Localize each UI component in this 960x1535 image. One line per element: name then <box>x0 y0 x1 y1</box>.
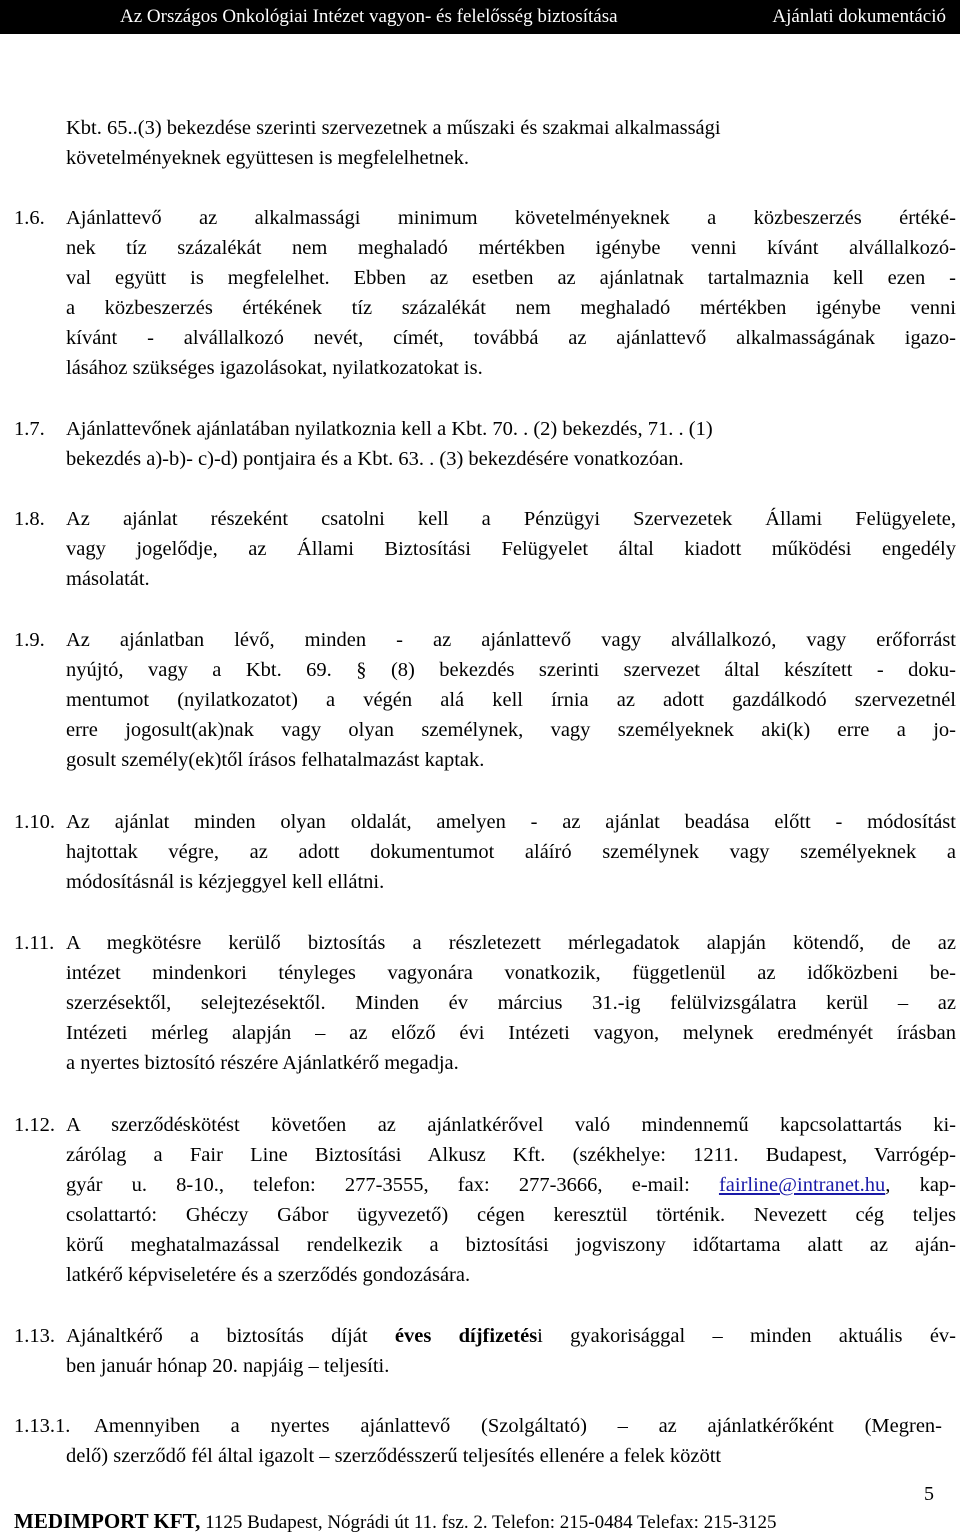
text-line: mentumot (nyilatkozatot) a végén alá kell írnia az adott gazdálkodó szervezetnél <box>66 689 956 711</box>
text-line: Amennyiben a nyertes ajánlattevő (Szolgáltató) – az ajánlatkérőként (Megren- <box>94 1415 942 1437</box>
header-document-title: Az Országos Onkológiai Intézet vagyon- és felelősség biztosítása <box>120 6 618 27</box>
text-line: lásához szükséges igazolásokat, nyilatkozatokat is. <box>66 357 483 379</box>
intro-paragraph <box>66 113 956 173</box>
paragraph-1-6 <box>14 203 956 383</box>
text-line: Kbt. 65..(3) bekezdése szerinti szervezetnek a műszaki és szakmai alkalmassági <box>66 117 721 139</box>
text-line: módosításnál is kézjeggyel kell ellátni. <box>66 871 385 893</box>
text-line: követelményeknek együttesen is megfelelhetnek. <box>66 147 470 169</box>
text-line: másolatát. <box>66 568 150 590</box>
text-line: Az ajánlat részeként csatolni kell a Pénzügyi Szervezetek Állami Felügyelete, <box>66 508 956 530</box>
page-header <box>0 0 960 34</box>
text-line: Az ajánlat minden olyan oldalát, amelyen - az ajánlat beadása előtt - módosítást <box>66 811 956 833</box>
paragraph-number: 1.7. <box>14 418 45 440</box>
text-line <box>66 1170 956 1200</box>
text-line: körű meghatalmazással rendelkezik a biztosítási jogviszony időtartama alatt az aján- <box>66 1234 956 1256</box>
paragraph-1-13-1 <box>14 1411 942 1471</box>
text-line: a nyertes biztosító részére Ajánlatkérő megadja. <box>66 1052 459 1074</box>
footer-address: 1125 Budapest, Nógrádi út 11. fsz. 2. Telefon: 215-0484 Telefax: 215-3125 <box>205 1512 777 1533</box>
text-line: A megkötésre kerülő biztosítás a részletezett mérlegadatok alapján kötendő, de az <box>66 932 956 954</box>
page-footer <box>14 1509 777 1534</box>
paragraph-1-10 <box>14 807 956 897</box>
text-line: erre jogosult(ak)nak vagy olyan személynek, vagy személyeknek aki(k) erre a jo- <box>66 719 956 741</box>
footer-company: MEDIMPORT KFT, <box>14 1509 201 1533</box>
text-line: Ajánlattevő az alkalmassági minimum követelményeknek a közbeszerzés értéké- <box>66 207 956 229</box>
text-line: csolattartó: Ghéczy Gábor ügyvezető) cégen keresztül történik. Nevezett cég teljes <box>66 1204 956 1226</box>
text-line: hajtottak végre, az adott dokumentumot aláíró személynek vagy személyeknek a <box>66 841 956 863</box>
text-line: latkérő képviseletére és a szerződés gondozására. <box>66 1264 471 1286</box>
text-line: zárólag a Fair Line Biztosítási Alkusz Kft. (székhelye: 1211. Budapest, Varrógép- <box>66 1144 956 1166</box>
text-span: i gyakorisággal – minden aktuális év- <box>537 1325 956 1347</box>
text-line: Az ajánlatban lévő, minden - az ajánlattevő vagy alvállalkozó, vagy erőforrást <box>66 629 956 651</box>
text-line: Ajánlattevőnek ajánlatában nyilatkoznia kell a Kbt. 70. . (2) bekezdés, 71. . (1) <box>66 418 713 440</box>
paragraph-number: 1.9. <box>14 629 45 651</box>
text-line: delő) szerződő fél által igazolt – szerződésszerű teljesítés ellenére a felek között <box>66 1445 722 1467</box>
paragraph-1-9 <box>14 625 956 775</box>
text-line <box>66 1321 956 1351</box>
text-line: Intézeti mérleg alapján – az előző évi Intézeti vagyon, melynek eredményét írásban <box>66 1022 956 1044</box>
text-span: gyár u. 8-10., telefon: 277-3555, fax: 277-3666, e-mail: <box>66 1174 690 1196</box>
text-line: vagy jogelődje, az Állami Biztosítási Felügyelet által kiadott működési engedély <box>66 538 956 560</box>
text-line: gosult személy(ek)től írásos felhatalmazást kaptak. <box>66 749 485 771</box>
header-section-title: Ajánlati dokumentáció <box>772 6 946 27</box>
text-line: val együtt is megfelelhet. Ebben az esetben az ajánlatnak tartalmaznia kell ezen - <box>66 267 956 289</box>
paragraph-number: 1.6. <box>14 207 45 229</box>
text-line: szerzésektől, selejtezésektől. Minden év március 31.-ig felülvizsgálatra kerül – az <box>66 992 956 1014</box>
page-number: 5 <box>924 1483 934 1505</box>
paragraph-1-12 <box>14 1110 956 1290</box>
paragraph-1-8 <box>14 504 956 594</box>
paragraph-number: 1.13.1. <box>14 1415 71 1437</box>
text-line: a közbeszerzés értékének tíz százalékát nem meghaladó mértékben igénybe venni <box>66 297 956 319</box>
text-line: kívánt - alvállalkozó nevét, címét, továbbá az ajánlattevő alkalmasságának igazo- <box>66 327 956 349</box>
paragraph-number: 1.10. <box>14 811 55 833</box>
paragraph-1-7 <box>14 414 956 474</box>
text-line: nek tíz százalékát nem meghaladó mértékben igénybe venni kívánt alvállalkozó- <box>66 237 956 259</box>
text-line: A szerződéskötést követően az ajánlatkérővel való mindennemű kapcsolattartás ki- <box>66 1114 956 1136</box>
text-line: bekezdés a)-b)- c)-d) pontjaira és a Kbt. 63. . (3) bekezdésére vonatkozóan. <box>66 448 684 470</box>
paragraph-number: 1.12. <box>14 1114 55 1136</box>
paragraph-number: 1.8. <box>14 508 45 530</box>
bold-text: éves díjfizetés <box>394 1325 538 1347</box>
text-span: , kap- <box>885 1174 956 1196</box>
text-line: ben január hónap 20. napjáig – teljesíti. <box>66 1355 390 1377</box>
paragraph-1-11 <box>14 928 956 1078</box>
paragraph-1-13 <box>14 1321 956 1381</box>
paragraph-number: 1.11. <box>14 932 55 954</box>
text-line: nyújtó, vagy a Kbt. 69. § (8) bekezdés szerinti szervezet által készített - doku- <box>66 659 956 681</box>
email-link[interactable]: fairline@intranet.hu <box>718 1174 886 1196</box>
text-line: intézet mindenkori tényleges vagyonára vonatkozik, függetlenül az időközbeni be- <box>66 962 956 984</box>
paragraph-number: 1.13. <box>14 1325 55 1347</box>
text-span: Ajánaltkérő a biztosítás díját <box>66 1325 368 1347</box>
